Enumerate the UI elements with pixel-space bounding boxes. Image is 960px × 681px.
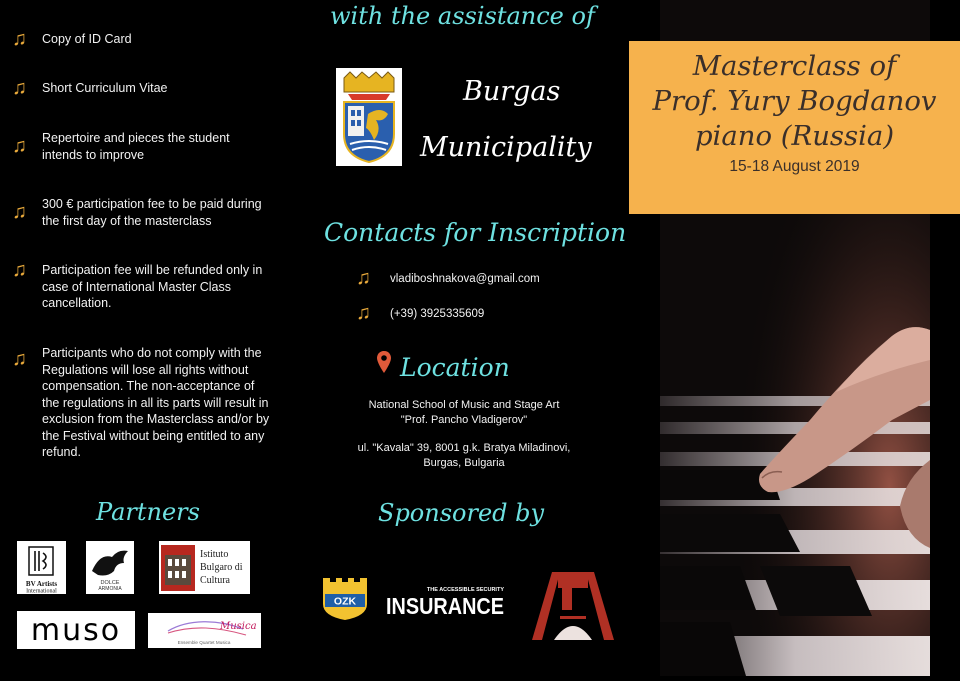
svg-text:BV Artists: BV Artists bbox=[25, 580, 58, 588]
requirement-text: Participants who do not comply with the Regulations will lose all rights without compensation. The non-acceptance of the regulations in all its parts will result in exclusion from the Masterclass and/or by the Festival without being entitled to any refund. bbox=[42, 346, 270, 459]
address-block bbox=[330, 441, 598, 471]
title-line-2: Prof. Yury Bogdanov bbox=[652, 85, 937, 117]
svg-text:Bulgaro di: Bulgaro di bbox=[200, 562, 243, 573]
music-note-icon: ♫ bbox=[12, 348, 27, 370]
venue-line: National School of Music and Stage Art bbox=[368, 399, 560, 411]
musica-ensemble-logo bbox=[148, 613, 261, 648]
requirement-item bbox=[12, 28, 282, 50]
insurance-wordmark bbox=[384, 582, 506, 620]
contact-email[interactable]: vladiboshnakova@gmail.com bbox=[390, 273, 540, 285]
ensemble-wordmark bbox=[148, 613, 261, 648]
location-heading: Location bbox=[400, 353, 510, 382]
address-line: Burgas, Bulgaria bbox=[423, 457, 505, 469]
requirement-item bbox=[12, 77, 282, 99]
svg-text:muso: muso bbox=[30, 613, 122, 648]
svg-text:INSURANCE: INSURANCE bbox=[386, 593, 504, 619]
contact-email-row bbox=[356, 267, 540, 289]
contacts-heading: Contacts for Inscription bbox=[324, 218, 627, 247]
music-note-icon: ♫ bbox=[12, 28, 27, 50]
requirement-text: Repertoire and pieces the student intends to improve bbox=[42, 131, 230, 162]
insurance-logo bbox=[384, 582, 506, 620]
muso-logo bbox=[17, 611, 135, 649]
partners-heading: Partners bbox=[96, 498, 200, 526]
colosseum-icon bbox=[159, 541, 250, 594]
ozk-logo bbox=[320, 574, 370, 622]
svg-text:THE ACCESSIBLE SECURITY: THE ACCESSIBLE SECURITY bbox=[426, 587, 504, 593]
title-line-3: piano (Russia) bbox=[694, 120, 895, 152]
music-note-icon: ♫ bbox=[356, 302, 371, 324]
requirement-text: Short Curriculum Vitae bbox=[42, 81, 168, 95]
bv-artists-logo bbox=[17, 541, 66, 594]
dolce-armonia-logo bbox=[86, 541, 134, 594]
requirement-text: Participation fee will be refunded only in case of International Master Class cancellation. bbox=[42, 263, 263, 310]
assistance-heading: with the assistance of bbox=[330, 2, 595, 30]
muso-wordmark bbox=[17, 611, 135, 649]
requirement-text: 300 € participation fee to be paid during the first day of the masterclass bbox=[42, 197, 262, 228]
music-note-icon: ♫ bbox=[12, 135, 27, 157]
svg-text:Musica: Musica bbox=[220, 621, 257, 632]
svg-text:DOLCE: DOLCE bbox=[100, 580, 120, 586]
contact-phone[interactable]: (+39) 3925335609 bbox=[390, 308, 485, 320]
afa-mark bbox=[528, 566, 618, 644]
requirement-item bbox=[12, 196, 282, 229]
bv-artists-mark bbox=[17, 541, 66, 594]
venue-block bbox=[330, 398, 598, 428]
title-line-1: Masterclass of bbox=[692, 50, 897, 82]
bird-icon bbox=[86, 541, 134, 594]
coat-of-arms-icon bbox=[336, 68, 402, 166]
svg-text:Ensemble Quartet Musica: Ensemble Quartet Musica bbox=[177, 640, 231, 645]
municipality-name-line2: Municipality bbox=[420, 132, 592, 163]
istituto-bulgaro-logo bbox=[159, 541, 250, 594]
svg-text:International: International bbox=[26, 588, 57, 595]
municipality-name-line1: Burgas bbox=[463, 76, 561, 107]
address-line: ul. "Kavala" 39, 8001 g.k. Bratya Miladinovi, bbox=[357, 442, 571, 454]
pin-shape bbox=[376, 350, 392, 374]
music-note-icon: ♫ bbox=[356, 267, 371, 289]
location-pin-icon bbox=[376, 350, 392, 379]
burgas-crest bbox=[336, 68, 402, 166]
requirement-item bbox=[12, 259, 282, 312]
venue-line: "Prof. Pancho Vladigerov" bbox=[400, 414, 528, 426]
music-note-icon: ♫ bbox=[12, 77, 27, 99]
svg-text:Cultura: Cultura bbox=[200, 575, 230, 586]
svg-text:Istituto: Istituto bbox=[200, 549, 229, 560]
afa-logo bbox=[528, 566, 618, 644]
requirement-item bbox=[12, 130, 282, 163]
requirement-item bbox=[12, 345, 282, 461]
requirement-text: Copy of ID Card bbox=[42, 32, 132, 46]
svg-text:OZK: OZK bbox=[333, 595, 357, 608]
svg-text:ARMONIA: ARMONIA bbox=[98, 586, 122, 592]
masterclass-dates: 15-18 August 2019 bbox=[729, 158, 860, 175]
castle-shield-icon bbox=[320, 574, 370, 622]
music-note-icon: ♫ bbox=[12, 259, 27, 281]
masterclass-title-card bbox=[629, 41, 960, 214]
sponsored-heading: Sponsored by bbox=[378, 499, 545, 527]
contact-phone-row bbox=[356, 302, 485, 324]
music-note-icon: ♫ bbox=[12, 201, 27, 223]
